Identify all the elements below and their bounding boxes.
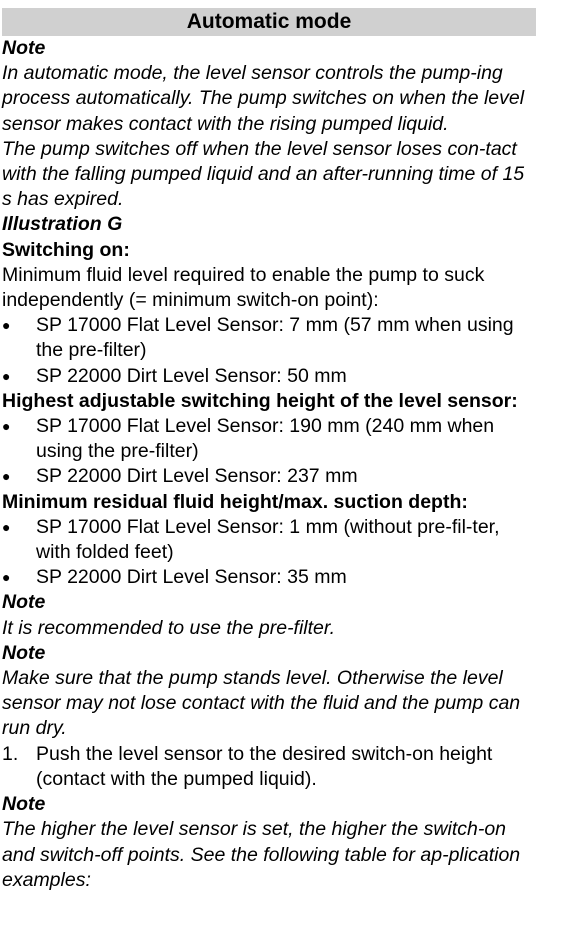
list-item [2,464,536,489]
list-item-text: SP 22000 Dirt Level Sensor: 237 mm [36,465,358,488]
list-item-text: SP 22000 Dirt Level Sensor: 50 mm [36,364,347,387]
note-label: Note [2,591,46,614]
switching-on-text: Minimum fluid level required to enable the pump to suck independently (= minimum switch-on point): [2,263,485,312]
list-item [2,565,536,590]
step-number: 1. [2,742,19,765]
note-label: Note [2,793,46,816]
bullet-icon: ● [2,418,11,435]
list-item-text: SP 17000 Flat Level Sensor: 190 mm (240 mm when using the pre-filter) [36,415,495,463]
document-page [2,8,536,893]
note-text: Make sure that the pump stands level. Otherwise the level sensor may not lose contact with the fluid and the pump can run dry. [2,667,521,740]
residual-heading: Minimum residual fluid height/max. suction depth: [2,490,468,513]
step-item [2,742,536,792]
list-item-text: SP 17000 Flat Level Sensor: 1 mm (without pre-fil-ter, with folded feet) [36,515,500,564]
note-text: The higher the level sensor is set, the higher the switch-on and switch-off points. See the following table for ap-plication examples: [2,818,521,891]
list-item-text: SP 22000 Dirt Level Sensor: 35 mm [36,566,347,589]
bullet-icon: ● [2,367,11,384]
highest-height-heading: Highest adjustable switching height of the level sensor: [2,389,518,412]
note-text: The pump switches off when the level sensor loses con-tact with the falling pumped liquid and an after-running time of 15 s has expired. [2,137,525,211]
bullet-icon: ● [2,468,11,485]
illustration-label: Illustration G [2,213,123,236]
list-item-text: SP 17000 Flat Level Sensor: 7 mm (57 mm when using the pre-filter) [36,314,514,362]
note-label: Note [2,37,46,59]
step-text: Push the level sensor to the desired switch-on height (contact with the pumped liquid). [36,742,493,790]
list-item [2,414,536,464]
note-text: It is recommended to use the pre-filter. [2,616,336,639]
bullet-icon: ● [2,569,11,586]
bullet-icon: ● [2,518,11,535]
bullet-icon: ● [2,317,11,334]
list-item [2,313,536,363]
note-label: Note [2,641,46,664]
list-item [2,364,536,389]
list-item [2,515,536,565]
note-text: In automatic mode, the level sensor controls the pump-ing process automatically. The pump switches on when the level sensor makes contact with the rising pumped liquid. [2,62,525,135]
switching-on-heading: Switching on: [2,238,130,261]
section-title: Automatic mode [2,8,536,36]
